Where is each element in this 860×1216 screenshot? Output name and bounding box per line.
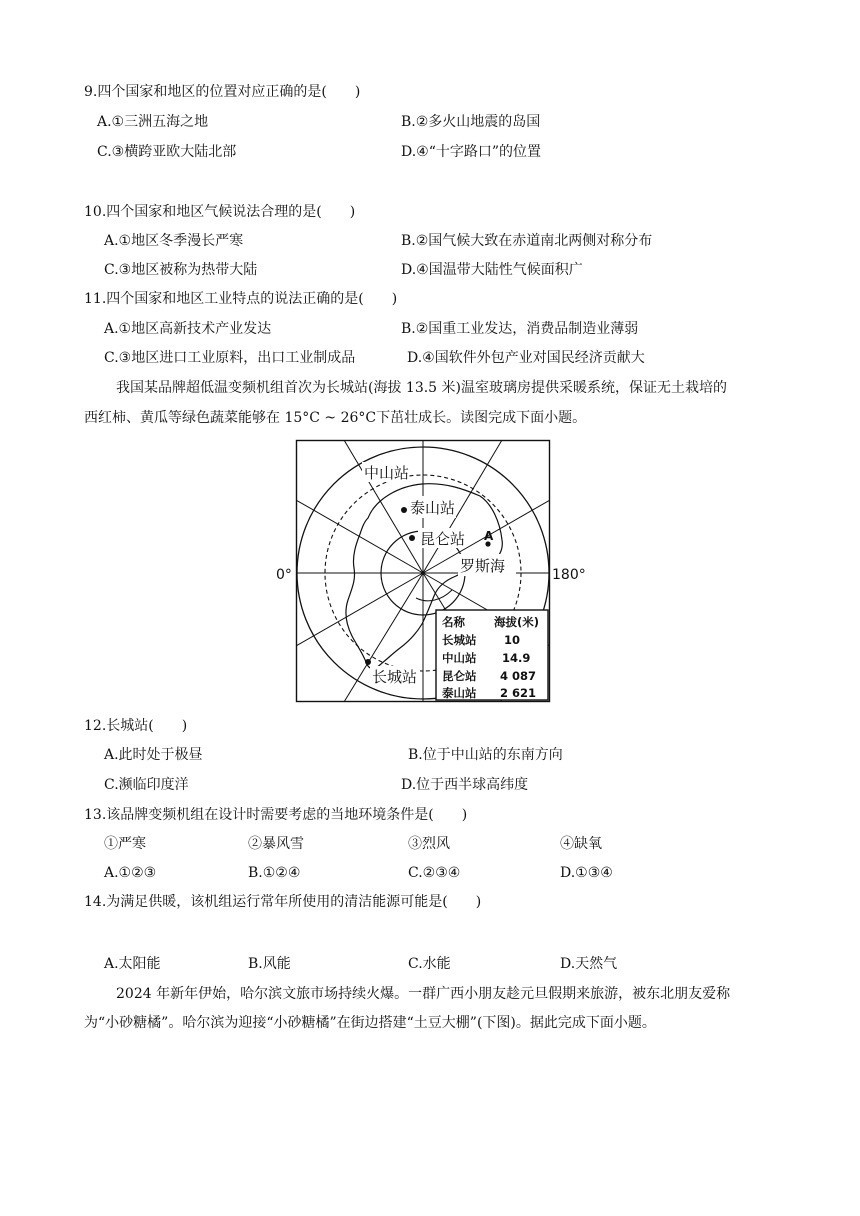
antarctica-map bbox=[276, 440, 586, 702]
table-header-altitude: 海拔(米) bbox=[494, 615, 540, 629]
q11-option-d: D.④国软件外包产业对国民经济贡献大 bbox=[407, 350, 645, 366]
table-row-name: 长城站 bbox=[442, 633, 477, 647]
passage2-line1: 2024 年新年伊始，哈尔滨文旅市场持续火爆。一群广西小朋友趁元旦假期来旅游，被东北朋友爱称 bbox=[116, 986, 731, 1002]
q9-stem: 9.四个国家和地区的位置对应正确的是( ) bbox=[84, 84, 361, 100]
table-header-name: 名称 bbox=[442, 615, 465, 629]
q13-option-a: A.①②③ bbox=[104, 865, 157, 881]
lon-180-label: 180° bbox=[552, 567, 586, 583]
q14-option-d: D.天然气 bbox=[560, 956, 618, 972]
ross-sea bbox=[458, 554, 516, 576]
passage1-line2: 西红柿、黄瓜等绿色蔬菜能够在 15°C ~ 26°C下茁壮成长。读图完成下面小题。 bbox=[84, 410, 587, 426]
q11-option-a: A.①地区高新技术产业发达 bbox=[104, 321, 272, 337]
changcheng-label: 长城站 bbox=[372, 668, 418, 686]
q13-option-b: B.①②④ bbox=[248, 865, 301, 881]
kunlun-label: 昆仑站 bbox=[420, 530, 466, 548]
q13-statement-3: ③烈风 bbox=[408, 836, 450, 852]
q12-option-b: B.位于中山站的东南方向 bbox=[408, 747, 563, 763]
table-row-altitude: 10 bbox=[504, 633, 521, 647]
q13-statement-4: ④缺氧 bbox=[560, 836, 602, 852]
altitude-table bbox=[436, 610, 548, 700]
q9-option-d: D.④“十字路口”的位置 bbox=[401, 144, 542, 160]
q11-option-b: B.②国重工业发达，消费品制造业薄弱 bbox=[401, 321, 639, 337]
table-row-altitude: 2 621 bbox=[500, 686, 537, 700]
taishan-label: 泰山站 bbox=[410, 499, 456, 517]
table-row-name: 中山站 bbox=[442, 651, 477, 665]
q13-statement-2: ②暴风雪 bbox=[248, 836, 304, 852]
q12-stem: 12.长城站( ) bbox=[84, 718, 188, 734]
point-a-label: A bbox=[484, 529, 494, 543]
q10-option-a: A.①地区冬季漫长严寒 bbox=[104, 233, 244, 249]
q14-option-a: A.太阳能 bbox=[104, 956, 161, 972]
ross-sea-label: 罗斯海 bbox=[460, 557, 506, 575]
lon-0-label: 0° bbox=[276, 567, 292, 583]
table-row-altitude: 4 087 bbox=[500, 669, 537, 683]
zhongshan-label: 中山站 bbox=[364, 464, 410, 482]
q10-option-d: D.④国温带大陆性气候面积广 bbox=[401, 262, 583, 278]
q9-option-a: A.①三洲五海之地 bbox=[97, 114, 209, 130]
q14-option-c: C.水能 bbox=[408, 956, 451, 972]
q9-option-b: B.②多火山地震的岛国 bbox=[401, 114, 541, 130]
kunlun-dot bbox=[409, 535, 415, 541]
q11-stem: 11.四个国家和地区工业特点的说法正确的是( ) bbox=[84, 291, 398, 307]
table-row-name: 泰山站 bbox=[442, 686, 477, 700]
taishan-station bbox=[401, 496, 456, 518]
q11-option-c: C.③地区进口工业原料，出口工业制成品 bbox=[104, 350, 356, 366]
changcheng-dot bbox=[365, 659, 371, 665]
q12-option-a: A.此时处于极昼 bbox=[104, 747, 203, 763]
passage2-line2: 为“小砂糖橘”。哈尔滨为迎接“小砂糖橘”在街边搭建“土豆大棚”(下图)。据此完成下面小题。 bbox=[84, 1015, 656, 1031]
q9-option-c: C.③横跨亚欧大陆北部 bbox=[97, 144, 237, 160]
q14-stem: 14.为满足供暖，该机组运行常年所使用的清洁能源可能是( ) bbox=[84, 894, 482, 910]
table-row-altitude: 14.9 bbox=[502, 651, 531, 665]
q13-option-c: C.②③④ bbox=[408, 865, 461, 881]
table-row-name: 昆仑站 bbox=[442, 669, 477, 683]
taishan-dot bbox=[401, 507, 407, 513]
q14-option-b: B.风能 bbox=[248, 956, 291, 972]
q10-stem: 10.四个国家和地区气候说法合理的是( ) bbox=[84, 204, 356, 220]
passage1-line1: 我国某品牌超低温变频机组首次为长城站(海拔 13.5 米)温室玻璃房提供采暖系统，保证无土栽培的 bbox=[116, 380, 727, 396]
q12-option-c: C.濒临印度洋 bbox=[104, 777, 189, 793]
q13-statement-1: ①严寒 bbox=[104, 836, 146, 852]
q10-option-b: B.②国气候大致在赤道南北两侧对称分布 bbox=[401, 233, 653, 249]
q13-stem: 13.该品牌变频机组在设计时需要考虑的当地环境条件是( ) bbox=[84, 807, 468, 823]
q10-option-c: C.③地区被称为热带大陆 bbox=[104, 262, 258, 278]
q12-option-d: D.位于西半球高纬度 bbox=[401, 777, 529, 793]
q13-option-d: D.①③④ bbox=[560, 865, 613, 881]
zhongshan-station bbox=[362, 462, 409, 482]
